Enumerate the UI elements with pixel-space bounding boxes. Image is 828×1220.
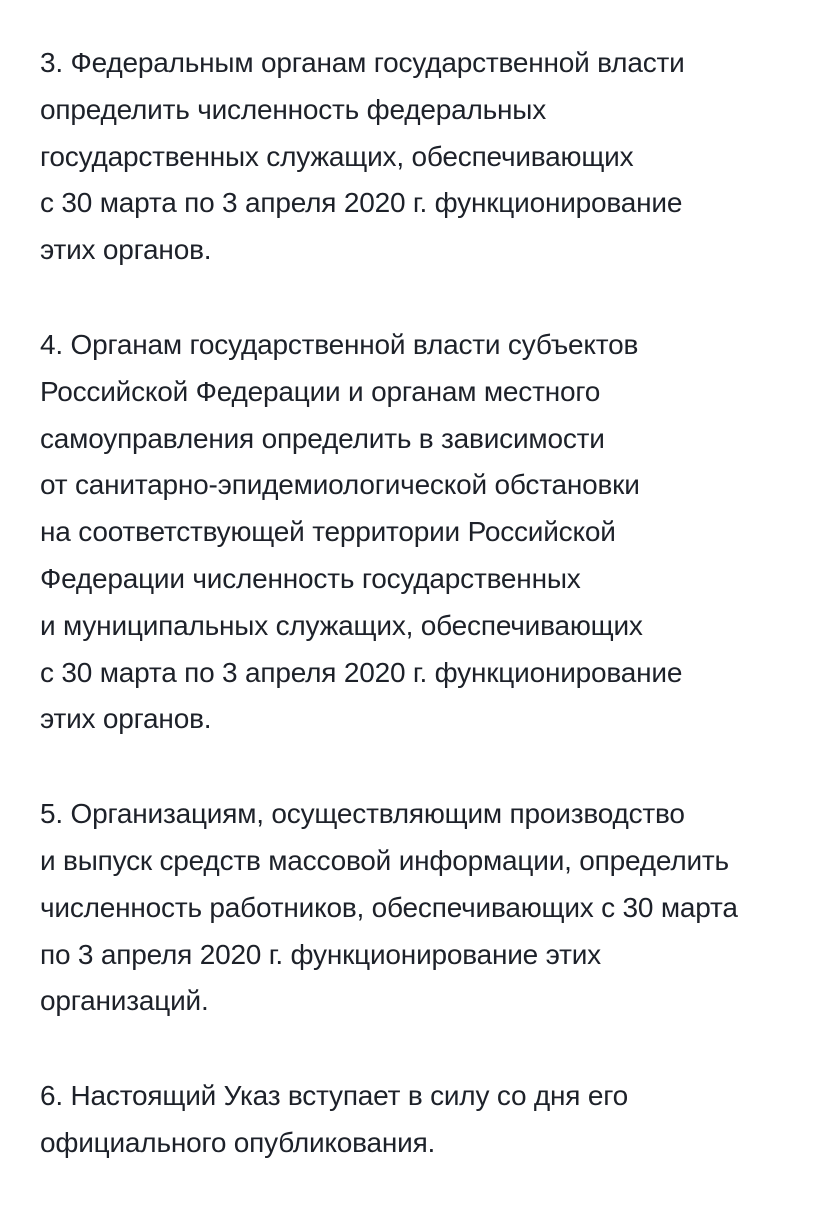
text-line: Российской Федерации и органам местного: [40, 375, 601, 407]
text-line: 4. Органам государственной власти субъектов: [40, 328, 639, 360]
document-body: [40, 40, 800, 1167]
paragraph-gap: [40, 1025, 800, 1073]
text-line: Федерации численность государственных: [40, 562, 581, 594]
text-line: по 3 апреля 2020 г. функционирование этих: [40, 938, 601, 970]
paragraph-5: [40, 791, 800, 1025]
text-line: на соответствующей территории Российской: [40, 516, 616, 548]
paragraph-gap: [40, 743, 800, 791]
text-line: от санитарно-эпидемиологической обстановки: [40, 469, 640, 501]
text-line: этих органов.: [40, 234, 212, 266]
paragraph-6: [40, 1073, 800, 1167]
text-line: численность работников, обеспечивающих с 30 марта: [40, 891, 738, 923]
text-line: и муниципальных служащих, обеспечивающих: [40, 609, 643, 641]
text-line: с 30 марта по 3 апреля 2020 г. функционирование: [40, 187, 683, 219]
text-line: и выпуск средств массовой информации, определить: [40, 844, 729, 876]
text-line: этих органов.: [40, 703, 212, 735]
text-line: 5. Организациям, осуществляющим производство: [40, 798, 685, 830]
text-line: с 30 марта по 3 апреля 2020 г. функционирование: [40, 656, 683, 688]
text-line: организаций.: [40, 985, 209, 1017]
text-line: государственных служащих, обеспечивающих: [40, 140, 634, 172]
paragraph-3: [40, 40, 800, 274]
text-line: самоуправления определить в зависимости: [40, 422, 605, 454]
paragraph-4: [40, 322, 800, 743]
text-line: 6. Настоящий Указ вступает в силу со дня его: [40, 1080, 628, 1112]
text-line: определить численность федеральных: [40, 93, 547, 125]
text-line: 3. Федеральным органам государственной власти: [40, 47, 685, 78]
text-line: официального опубликования.: [40, 1126, 436, 1158]
paragraph-gap: [40, 274, 800, 322]
